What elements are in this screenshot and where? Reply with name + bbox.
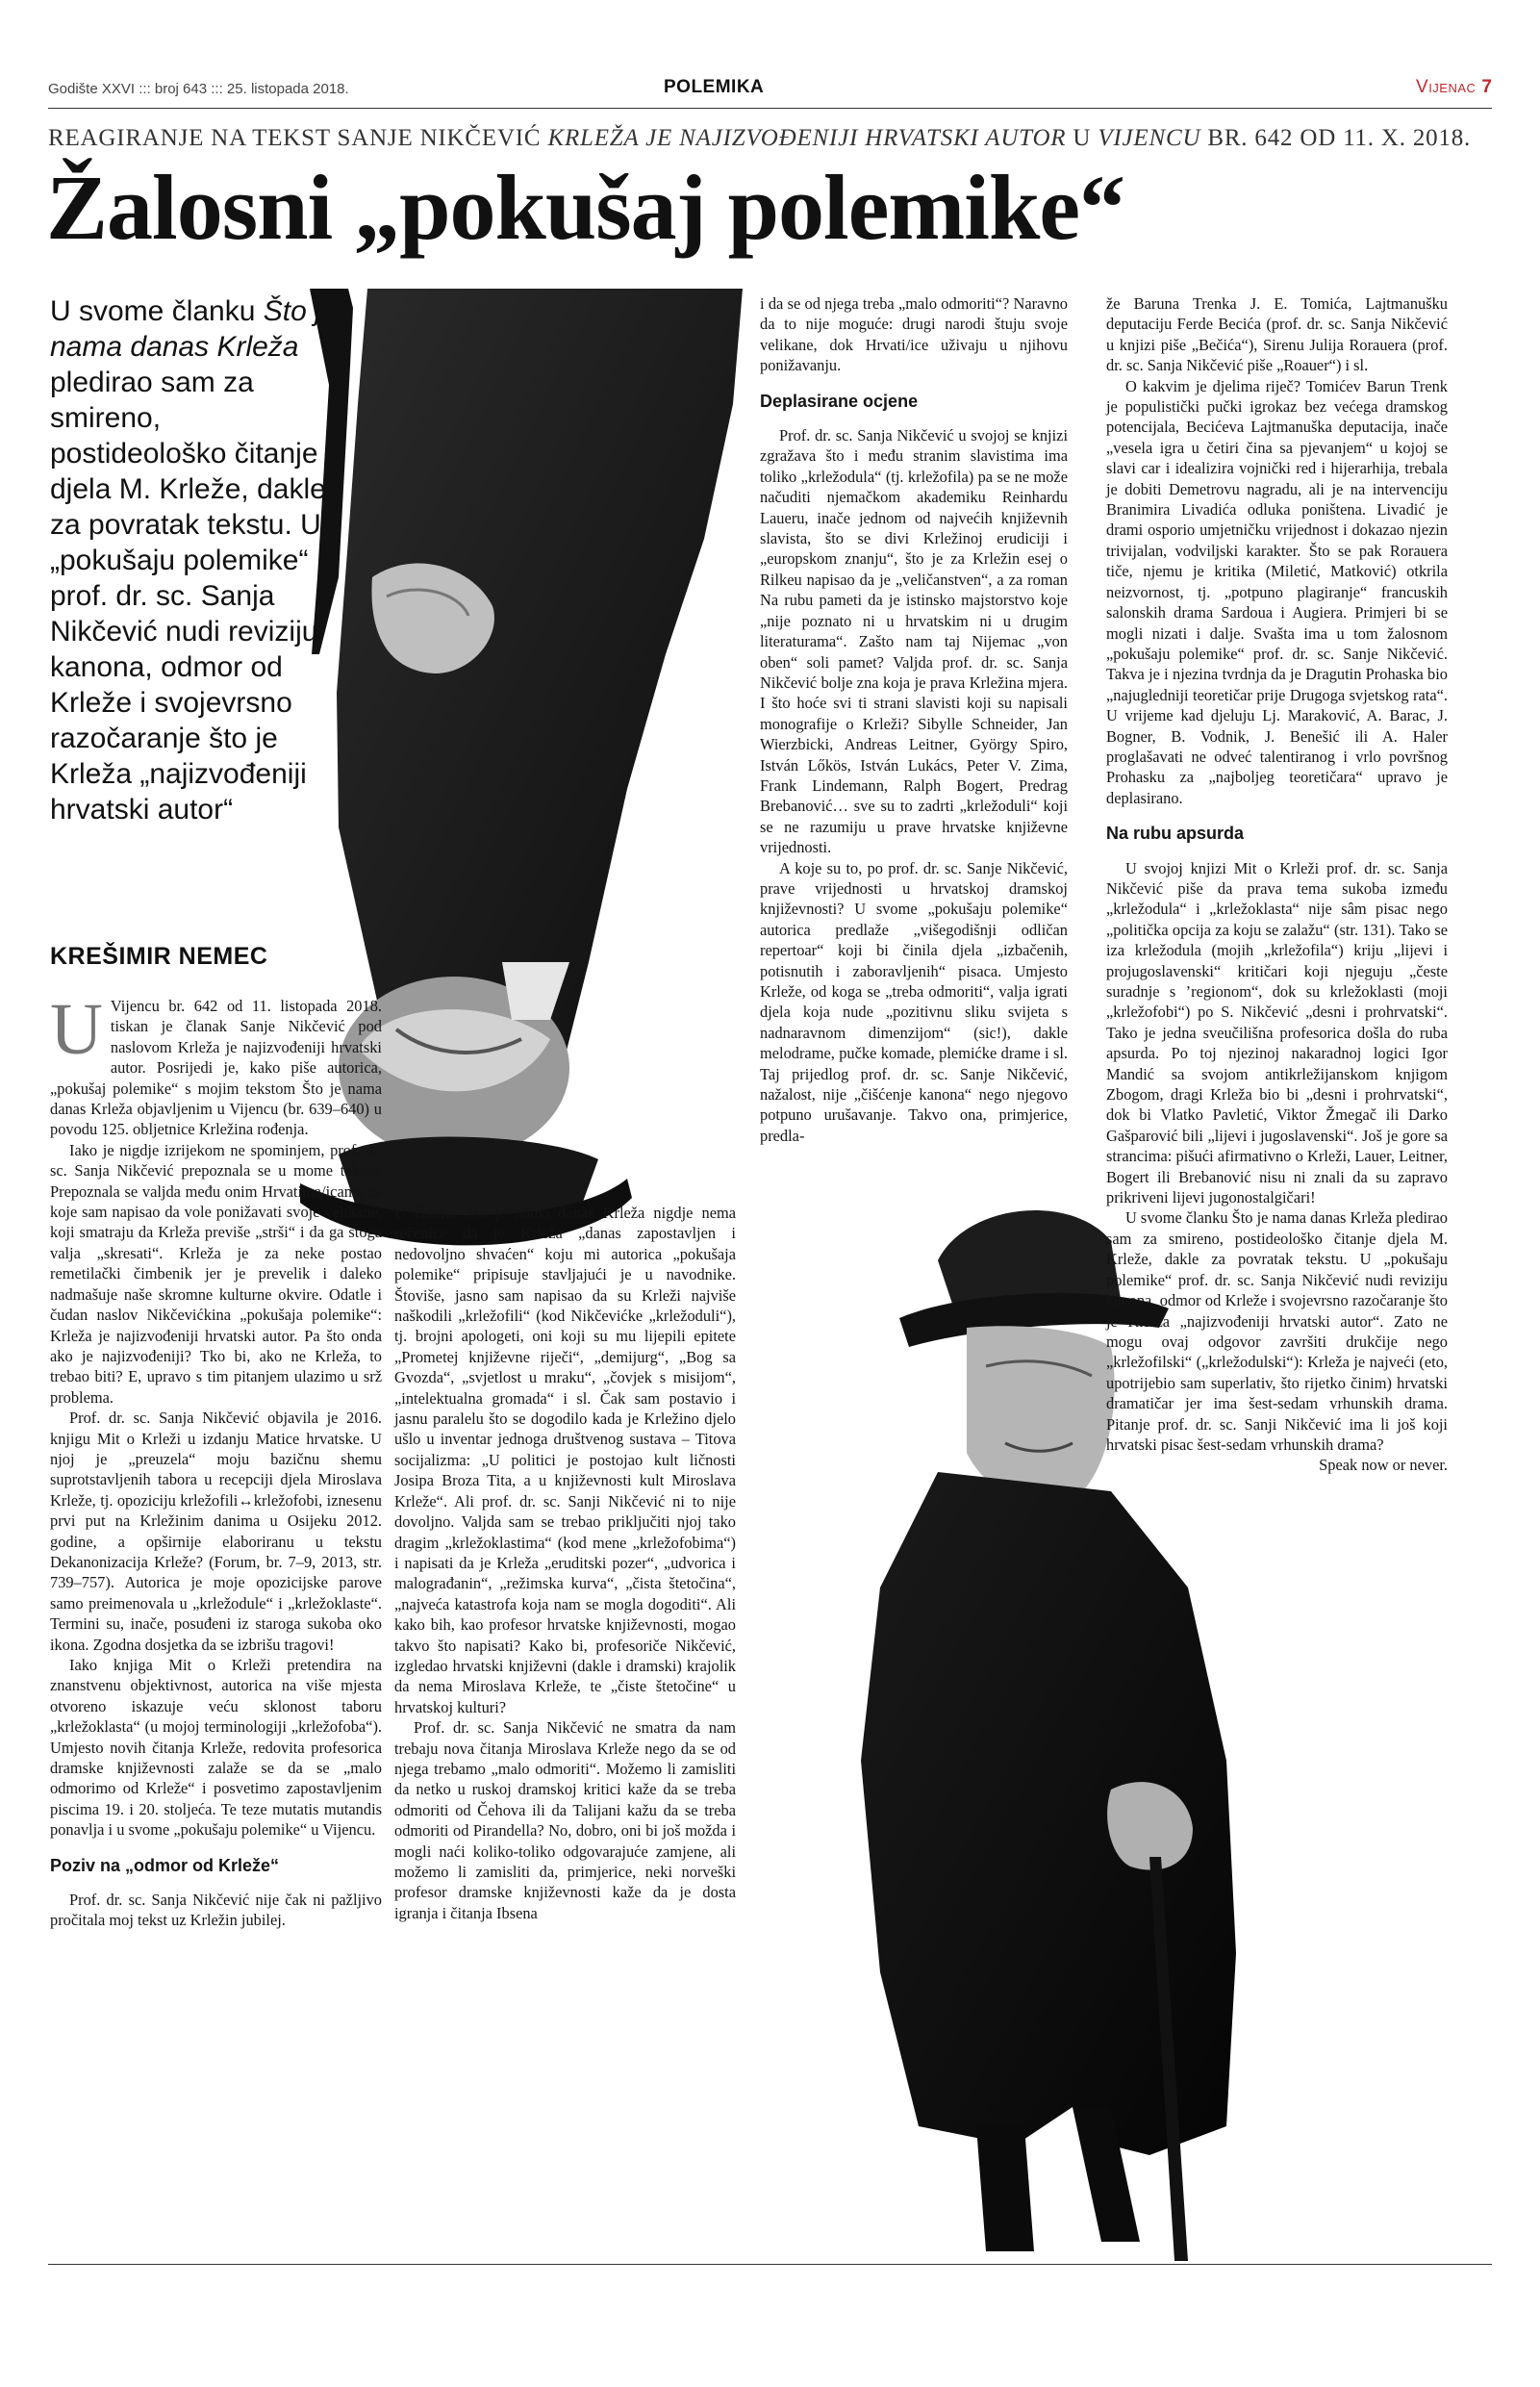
kicker-pre: REAGIRANJE NA TEKST SANJE NIKČEVIĆ xyxy=(48,125,548,151)
paragraph: U svome članku Što je nama danas Krleža pledirao sam za smireno, postideološko čitanje djela M. Krleže, dakle za povratak tekstu. U „pokušaju polemike“ prof. dr. sc. Sanja Nikčević nudi reviziju kanona, odmor od Krleže i svojevrsno razočaranje što je Krleža „najizvođeniji hrvatski autor“. Zato ne mogu ovaj odgovor završiti drukčije nego „krležofilski“ („krležodulski“): Krleža je najveći (eto, upotrijebio sam superlativ, što rijetko činim) hrvatski dramatičar jer ima šest-sedam vrhunskih drama. Pitanje prof. dr. sc. Sanji Nikčević ima li još koji hrvatski pisac šest-sedam vrhunskih drama? xyxy=(1106,1208,1448,1454)
subheading: Deplasirane ocjene xyxy=(760,391,919,411)
page-number: 7 xyxy=(1481,77,1492,97)
byline: KREŠIMIR NEMEC xyxy=(50,943,268,970)
paragraph: Prof. dr. sc. Sanja Nikčević nije čak ni pažljivo pročitala moj tekst uz Krležin jubilej. xyxy=(50,1891,382,1930)
paragraph: Iako knjiga Mit o Krleži pretendira na znanstvenu objektivnost, autorica na više mjesta otvoreno iskazuje veću sklonost taboru „krležoklasta“ (u mojoj terminologiji „krležofoba“). Umjesto novih čitanja Krleže, redovita profesorica dramske književnosti zalaže se da se „malo odmorimo od Krleže“ i posvetimo zapostavljenim piscima 19. i 20. stoljeća. Te teze mutatis mutandis ponavlja i u svome „pokušaju polemike“ u Vijencu. xyxy=(50,1656,382,1840)
header-rule xyxy=(48,108,1492,109)
paragraph: Prof. dr. sc. Sanja Nikčević ne smatra da nam trebaju nova čitanja Miroslava Krleže nego da se od njega trebamo „malo odmoriti“. Možemo li zamisliti da netko u ruskoj dramskoj kritici kaže da se treba odmoriti od Čehova ili da Talijani kažu da se treba odmoriti od Pirandella? No, dobro, oni bi još možda i mogli naći koliko-toliko odgovarajuće zamjene, ali možemo li zamisliti da, primjerice, neki norveški profesor dramske književnosti kaže da je dosta igranja i čitanja Ibsena xyxy=(394,1718,736,1922)
paragraph-text: Vijencu br. 642 od 11. listopada 2018. tiskan je članak Sanje Nikčević pod naslovom Krleža je najizvođeniji hrvatski autor. Posrijedi je, kako piše autorica, „pokušaj polemike“ s mojim tekstom Što je nama danas Krleža objavljenim u Vijencu (br. 639–640) u povodu 125. obljetnice Krležina rođenja. xyxy=(50,997,382,1139)
brand-and-page xyxy=(1416,77,1492,98)
column-4 xyxy=(1106,293,1448,1476)
column-2 xyxy=(394,1203,736,1923)
paragraph: že Baruna Trenka J. E. Tomića, Lajtmanušku deputaciju Ferde Becića (prof. dr. sc. Sanja Nikčević u knjizi piše „Bečića“), Sirenu Julija Rorauera (prof. dr. sc. Sanja Nikčević piše „Roauer“) i sl. xyxy=(1106,294,1448,375)
paragraph xyxy=(50,989,382,1140)
lead-text-1: U svome članku xyxy=(50,295,264,327)
issue-line: Godište XXVI ::: broj 643 ::: 25. listopada 2018. xyxy=(48,81,349,97)
subheading: Na rubu apsurda xyxy=(1106,824,1245,844)
lead-text-2: pledirao sam za smireno, postideološko čitanje djela M. Krleže, dakle za povratak tekstu. U „pokušaju polemike“ prof. dr. sc. Sanja Nikčević nudi reviziju kanona, odmor od Krleže i svojevrsno razočaranje što je Krleža „najizvođeniji hrvatski autor“ xyxy=(50,367,326,825)
column-1 xyxy=(50,989,382,1931)
subheading: Poziv na „odmor od Krleže“ xyxy=(50,1855,280,1875)
drop-cap: U xyxy=(50,989,103,1070)
lead-italic-title: Što je nama danas Krleža xyxy=(50,295,338,363)
paragraph: Prof. dr. sc. Sanja Nikčević u svojoj se knjizi zgražava što i među stranim slavistima ima toliko „krležodula“ (tj. krležofila) pa se ne može načuditi njemačkom akademiku Reinhardu Laueru, inače jednom od najvećih književnih slavista, što se divi Krležinoj erudiciji i „europskom znanju“, što je za Krležin esej o Rilkeu napisao da je „veličanstven“, a za roman Na rubu pameti da je istinsko majstorstvo koje „nije poznato ni u hrvatskim ni u drugim literaturama“. Zašto nam taj Nijemac „von oben“ soli pamet? Valjda prof. dr. sc. Sanja Nikčević bolje zna koja je prava Krležina mjera. I što hoće svi ti strani slavisti koji su napisali monografije o Krleži? Sibylle Schneider, Jan Wierzbicki, Andreas Leitner, György Spiro, István Lőkös, István Lukács, Peter V. Zima, Frank Lindemann, Ralph Bogert, Predrag Brebanović… sve su to zadrti „krležoduli“ koji se ne razumiju u prave hrvatske književne vrijednosti. xyxy=(760,426,1068,857)
paragraph: O kakvim je djelima riječ? Tomićev Barun Trenk je populistički pučki igrokaz bez većega dramskog potencijala, Becićeva Lajtmanuška deputacija, inače „vesela igra u četiri čina sa pjevanjem“ u kojoj se slavi car i idealizira vojnički red i hijerarhija, trebala je dobiti Demetrovu nagradu, ali je na intervenciju Branimira Livadića odluka poništena. Livadić je drami osporio umjetničku vrijednost i dokazao njezin trivijalan, vodviljski karakter. Što se pak Rorauera tiče, njemu je kritika (Miletić, Matković) otkrila neizvornost, tj. „potpuno plagiranje“ francuskih salonskih drama Sardoua i Augiera. Primjeri bi se mogli nizati i dalje. Svašta ima u tom žalosnom „pokušaju polemike“ prof. dr. sc. Sanje Nikčević. Takva je i njezina tvrdnja da je Dragutin Prohaska bio „najugledniji teoretičar prije Drugoga svjetskog rata“. U vrijeme kad djeluju Lj. Maraković, A. Barac, J. Bogner, B. Vodnik, J. Benešić ili A. Haler proglašavati ne odveć talentiranog i vrlo površnog Prohasku za „najboljeg teoretičara“ upravo je deplasirano. xyxy=(1106,376,1448,807)
paragraph: A koje su to, po prof. dr. sc. Sanje Nikčević, prave vrijednosti u hrvatskoj dramskoj književnosti? U svome „pokušaju polemike“ autorica predlaže „višegodišnji odličan repertoar“ koji bi činila djela „izbačenih, potisnutih i zaboravljenih“ pisaca. Umjesto Krleže, od koga se „treba odmoriti“, valja igrati djela koja nude „pozitivnu sliku svijeta s nadnaravnom dimenzijom“ (sic!), dakle melodrame, pučke komade, plemićke drame i sl. Taj prijedlog prof. dr. sc. Sanje Nikčević, nažalost, nije „čišćenje kanona“ nego njegovo potpuno urušavanje. Takvo ona, primjerice, predla- xyxy=(760,858,1068,1145)
footer-rule xyxy=(48,2264,1492,2265)
paragraph: U članku Što je nama danas Krleža nigdje nema rečenice da je Krleža „danas zapostavljen i nedovoljno shvaćen“ koju mi autorica „pokušaja polemike“ pripisuje stavljajući je u navodnike. Štoviše, jasno sam napisao da su Krleži najviše naškodili „krležofili“ (kod Nikčevićke „krležoduli“), tj. brojni apologeti, oni koji su mu lijepili epitete „Prometej književne riječi“, „demijurg“, „Bog sa Gvozda“, „svjetlost u mraku“, „čovjek s misijom“, „intelektualna gromada“ i sl. Čak sam postavio i jasnu paralelu što se dogodilo kada je Krležino djelo ušlo u inventar jednoga društvenog sustava – Titova socijalizma: „U politici je postojao kult ličnosti Josipa Broza Tita, a u književnosti kult Miroslava Krleže“. Ali prof. dr. sc. Sanji Nikčević ni to nije dovoljno. Valjda sam se trebao priključiti njoj tako dragim „krležoklastima“ (kod mene „krležofobima“) i napisati da je Krleža „eruditski pozer“, „udvorica i malograđanin“, „režimska kurva“, „čista štetočina“, „najveća katastrofa koja nam se mogla dogoditi“. Ali kako bih, kao profesor hrvatske književnosti, mogao takvo što napisati? Kako bi, profesoriče Nikčević, izgledao hrvatski književni (dakle i dramski) krajolik da nema Miroslava Krleže, te „čiste štetočine“ u hrvatskoj kulturi? xyxy=(394,1204,736,1716)
kicker-article-title: KRLEŽA JE NAJIZVOĐENIJI HRVATSKI AUTOR xyxy=(547,125,1067,151)
kicker-post: BR. 642 OD 11. X. 2018. xyxy=(1200,125,1472,151)
kicker xyxy=(48,125,1501,152)
headline: Žalosni „pokušaj polemike“ xyxy=(46,156,1124,259)
kicker-publication: VIJENCU xyxy=(1098,125,1201,151)
closing-line: Speak now or never. xyxy=(1319,1456,1448,1475)
section-label: POLEMIKA xyxy=(664,77,765,97)
paragraph: Iako je nigdje izrijekom ne spominjem, prof. dr. sc. Sanja Nikčević prepoznala se u mome tekstu. Prepoznala se valjda među onim Hrvatima/icama za koje sam napisao da vole ponižavati svoje velikane, koji smatraju da Krleža previše „strši“ i da ga stoga valja „skresati“. Krleža je za neke postao remetilački čimbenik jer je prevelik i daleko nadmašuje naše skromne kulturne okvire. Odatle i čudan naslov Nikčevićkina „pokušaja polemike“: Krleža je najizvođeniji hrvatski autor. Pa što onda ako je najizvođeniji? Tko bi, ako ne Krleža, to trebao biti? E, upravo s tim pitanjem ulazimo u srž problema. xyxy=(50,1140,382,1407)
lead-paragraph xyxy=(50,293,339,827)
paragraph: Prof. dr. sc. Sanja Nikčević objavila je 2016. knjigu Mit o Krleži u izdanju Matice hrvatske. U njoj je „preuzela“ moju bazičnu shemu suprotstavljenih tabora u recepciji djela Miroslava Krleže, tj. opoziciju krležofili↔krležofobi, iznesenu prvi put na Krležinim danima u Osijeku 2012. godine, a opširnije elaboriranu u tekstu Dekanonizacija Krleže? (Forum, br. 7–9, 2013, str. 739–757). Autorica je moje opozicijske parove samo preimenovala u „krležodule“ i „krležoklaste“. Termini su, inače, posuđeni iz staroga sukoba oko ikona. Zgodna dosjetka da se izbrišu tragovi! xyxy=(50,1409,382,1654)
kicker-mid: U xyxy=(1066,125,1098,151)
brand-name: Vijenac xyxy=(1416,77,1477,97)
column-3 xyxy=(760,293,1068,1146)
paragraph: U svojoj knjizi Mit o Krleži prof. dr. sc. Sanja Nikčević piše da prava tema sukoba između „krležodula“ i „krležoklasta“ nije sâm pisac nego „politička opcija za koju se zalažu“ (str. 131). Tako se iza krležodula (mojih „krležofila“) kriju „lijevi i projugoslavenski“ kritičari koji njeguju „česte suradnje s ’regionom“, dok su krležoklasti (moji „krležofobi“) po S. Nikčević „desni i prohrvatski“. Tako je jedna sveučilišna profesorica došla do ruba apsurda. Po toj njezinoj nakaradnoj logici Igor Mandić sa svojom antikrležijanskom knjigom Zbogom, dragi Krleža bio bi „desni i prohrvatski“, dok bi Vlatko Pavletić, Viktor Žmegač ili Darko Gašparović bili „lijevi i jugoslavenski“. Još je gore sa strancima: pišući afirmativno o Krleži, Lauer, Leitner, Bogert ili Brebanović nisu ni znali da su zapravo prikriveni lijevi jugonostalgičari! xyxy=(1106,858,1448,1207)
running-header xyxy=(48,77,1492,106)
paragraph: i da se od njega treba „malo odmoriti“? Naravno da to nije moguće: drugi narodi štuju svoje velikane, dok Hrvati/ice uživaju u njihovu ponižavanju. xyxy=(760,294,1068,375)
